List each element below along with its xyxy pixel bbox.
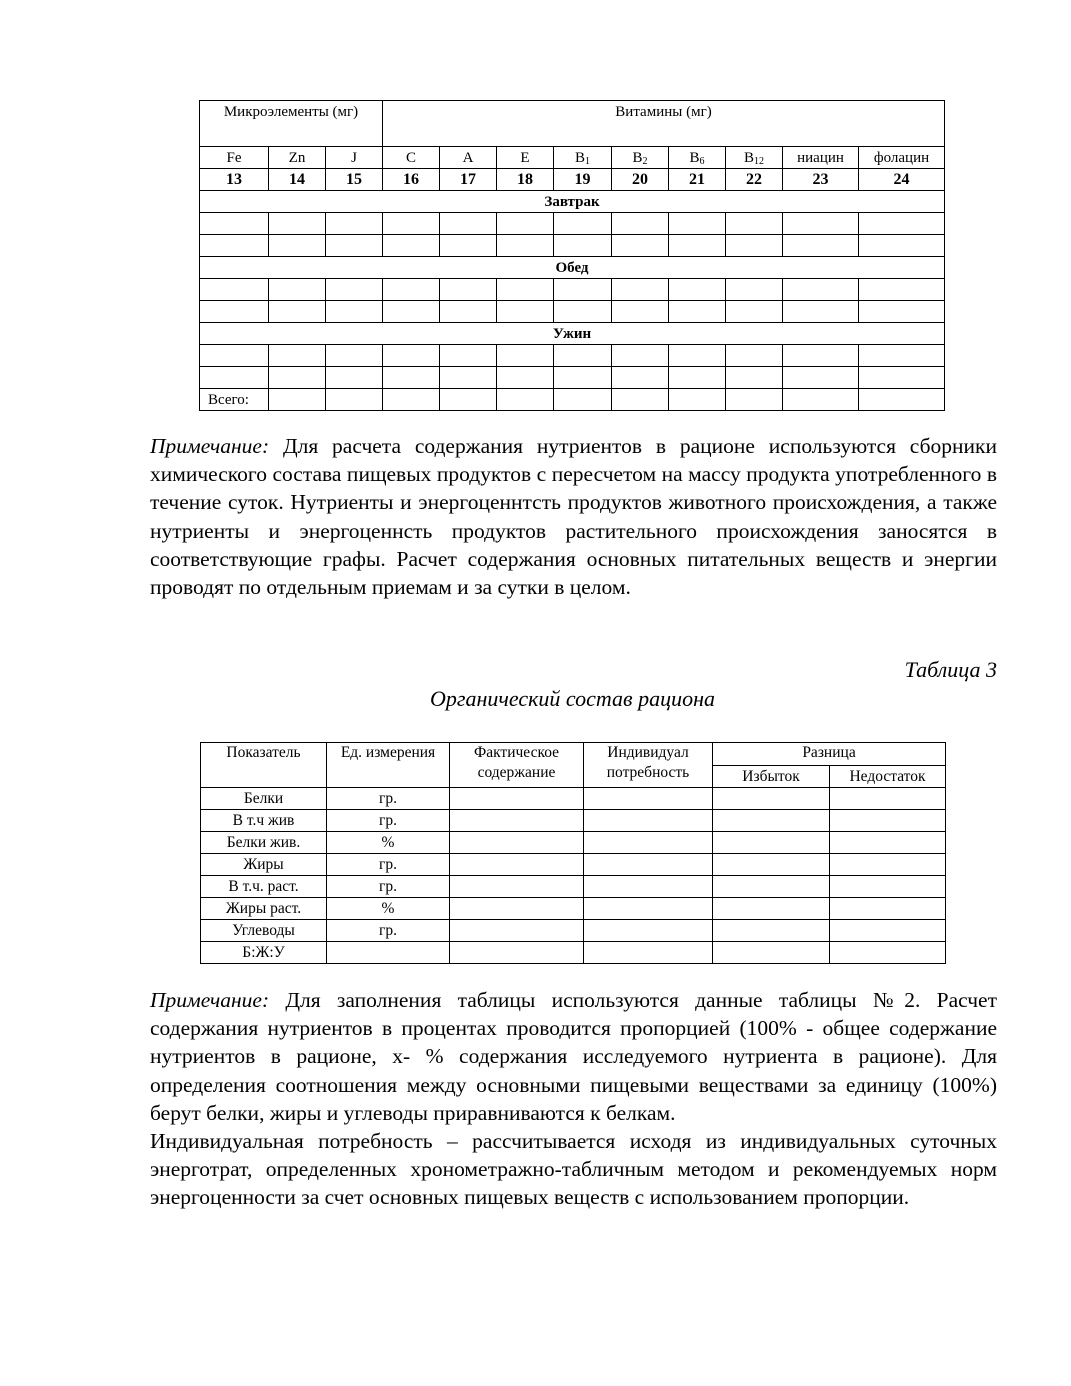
column-header: $B_1$ — [554, 147, 612, 169]
column-number: 20 — [612, 169, 669, 191]
meal-row — [200, 257, 945, 279]
table-cell — [497, 235, 554, 257]
table-cell — [584, 832, 713, 854]
table-cell — [612, 213, 669, 235]
table-cell — [440, 213, 497, 235]
table-row — [200, 389, 945, 411]
meal-label: Обед — [200, 257, 945, 279]
table-cell — [326, 301, 383, 323]
table-cell — [440, 389, 497, 411]
indicator-name: Белки жив. — [201, 832, 327, 854]
table-cell — [269, 301, 326, 323]
column-number: 13 — [200, 169, 269, 191]
table-cell — [830, 810, 946, 832]
table-cell — [612, 389, 669, 411]
table-cell — [450, 876, 584, 898]
indicator-name: Б:Ж:У — [201, 942, 327, 964]
table-cell — [726, 345, 783, 367]
column-number: 23 — [783, 169, 859, 191]
table-cell — [326, 279, 383, 301]
table-cell — [859, 279, 945, 301]
meal-row — [200, 323, 945, 345]
table-cell — [440, 345, 497, 367]
table-cell — [830, 876, 946, 898]
table-cell — [783, 345, 859, 367]
table-row — [201, 788, 946, 810]
note-1 — [150, 432, 997, 601]
table-cell — [450, 788, 584, 810]
column-number: 15 — [326, 169, 383, 191]
table-cell — [713, 810, 830, 832]
table-cell — [612, 301, 669, 323]
indicator-unit: % — [327, 898, 450, 920]
indicator-unit: гр. — [327, 854, 450, 876]
table-cell — [383, 389, 440, 411]
table-cell — [859, 301, 945, 323]
header-excess: Избыток — [713, 766, 830, 788]
table-cell — [269, 213, 326, 235]
indicator-name: Белки — [201, 788, 327, 810]
indicator-name: Углеводы — [201, 920, 327, 942]
column-header: $B_{12}$ — [726, 147, 783, 169]
column-header: Fe — [200, 147, 269, 169]
table-cell — [383, 301, 440, 323]
table-cell — [713, 876, 830, 898]
indicator-unit — [327, 942, 450, 964]
column-header: A — [440, 147, 497, 169]
table-row — [201, 876, 946, 898]
table-cell — [669, 389, 726, 411]
table-cell — [269, 279, 326, 301]
table-cell — [783, 367, 859, 389]
table-cell — [269, 345, 326, 367]
table-cell — [612, 279, 669, 301]
table-cell — [783, 213, 859, 235]
table-cell — [713, 898, 830, 920]
table-cell — [830, 832, 946, 854]
table-cell — [269, 389, 326, 411]
table-cell — [726, 213, 783, 235]
table-cell — [554, 389, 612, 411]
table-cell — [326, 235, 383, 257]
table-cell — [584, 854, 713, 876]
table-cell — [612, 367, 669, 389]
header-difference: Разница — [713, 743, 946, 766]
note-2-label: Примечание: — [150, 988, 270, 1012]
table-cell — [440, 301, 497, 323]
table-row — [200, 301, 945, 323]
table-cell — [450, 898, 584, 920]
table-cell — [326, 367, 383, 389]
header-need: Индивидуал потребность — [584, 743, 713, 788]
note-2-text-2: Индивидуальная потребность – рассчитывается исходя из индивидуальных суточных энерготрат, определенных хронометражно-табличным методом и рекомендуемых норм энергоценности за счет основных пищевых веществ с использованием пропорции. — [150, 1129, 997, 1210]
table-cell — [450, 920, 584, 942]
table-cell — [200, 301, 269, 323]
meal-label: Ужин — [200, 323, 945, 345]
indicator-unit: гр. — [327, 876, 450, 898]
table-cell — [726, 235, 783, 257]
table-cell — [584, 810, 713, 832]
table-cell — [830, 920, 946, 942]
table-cell — [497, 279, 554, 301]
table-cell — [450, 832, 584, 854]
table-cell — [584, 942, 713, 964]
column-number: 16 — [383, 169, 440, 191]
table-cell — [713, 832, 830, 854]
indicator-unit: гр. — [327, 788, 450, 810]
table-cell — [200, 367, 269, 389]
note-1-label: Примечание: — [150, 434, 270, 458]
table-cell — [200, 213, 269, 235]
table-cell — [554, 301, 612, 323]
table-cell — [830, 788, 946, 810]
column-number: 17 — [440, 169, 497, 191]
column-number: 24 — [859, 169, 945, 191]
organic-composition-table — [200, 742, 946, 964]
table-cell — [383, 367, 440, 389]
table-cell — [726, 279, 783, 301]
meal-row — [200, 191, 945, 213]
column-number: 22 — [726, 169, 783, 191]
table-cell — [326, 213, 383, 235]
table-row — [200, 345, 945, 367]
table-cell — [383, 235, 440, 257]
table-cell — [269, 235, 326, 257]
table-cell — [200, 345, 269, 367]
column-number: 18 — [497, 169, 554, 191]
table-cell — [612, 345, 669, 367]
table-cell — [584, 898, 713, 920]
table-cell — [830, 942, 946, 964]
header-actual: Фактическое содержание — [450, 743, 584, 788]
table-cell — [584, 920, 713, 942]
table-cell — [440, 367, 497, 389]
table-cell — [669, 367, 726, 389]
table-cell — [554, 235, 612, 257]
table-cell — [269, 367, 326, 389]
indicator-name: Жиры раст. — [201, 898, 327, 920]
table-cell — [713, 854, 830, 876]
table-cell — [830, 898, 946, 920]
table-cell — [326, 389, 383, 411]
table-cell — [450, 854, 584, 876]
table-cell — [383, 279, 440, 301]
table-cell — [726, 301, 783, 323]
header-microelements: Микроэлементы (мг) — [200, 101, 383, 147]
table-3-label: Таблица 3 — [904, 657, 997, 682]
indicator-name: В т.ч. раст. — [201, 876, 327, 898]
table-row — [200, 213, 945, 235]
table-cell — [326, 345, 383, 367]
table-cell — [783, 389, 859, 411]
table-cell — [726, 389, 783, 411]
indicator-unit: гр. — [327, 810, 450, 832]
table-cell — [859, 213, 945, 235]
column-header: J — [326, 147, 383, 169]
table-3-title: Органический состав рациона — [429, 686, 715, 711]
table-cell — [783, 279, 859, 301]
table-row — [200, 367, 945, 389]
table-row — [201, 854, 946, 876]
table-cell — [669, 345, 726, 367]
header-unit: Ед. измерения — [327, 743, 450, 788]
note-2 — [150, 986, 997, 1212]
table-cell — [554, 213, 612, 235]
table-cell — [669, 279, 726, 301]
table-row — [201, 898, 946, 920]
table-cell — [383, 345, 440, 367]
column-header: $B_6$ — [669, 147, 726, 169]
table-cell — [713, 942, 830, 964]
column-header: ниацин — [783, 147, 859, 169]
table-cell — [554, 345, 612, 367]
table-cell — [783, 235, 859, 257]
table-cell — [859, 367, 945, 389]
table-cell — [859, 389, 945, 411]
column-number: 19 — [554, 169, 612, 191]
table-row — [201, 810, 946, 832]
table-row — [201, 942, 946, 964]
indicator-name: Жиры — [201, 854, 327, 876]
table-cell — [450, 810, 584, 832]
table-row — [200, 279, 945, 301]
table-cell — [497, 345, 554, 367]
table-cell — [383, 213, 440, 235]
table-cell — [554, 367, 612, 389]
column-header: C — [383, 147, 440, 169]
table-cell — [497, 389, 554, 411]
table-cell — [497, 213, 554, 235]
table-row — [201, 920, 946, 942]
header-vitamins: Витамины (мг) — [383, 101, 945, 147]
table-cell — [554, 279, 612, 301]
table-cell — [497, 367, 554, 389]
table-cell — [669, 235, 726, 257]
note-2-text: Для заполнения таблицы используются данные таблицы №2. Расчет содержания нутриентов в процентах проводится пропорцией (100% - общее содержание нутриентов в рационе, х- % содержания исследуемого нутриента в рационе). Для определения соотношения между основными пищевыми веществами за единицу (100%) берут белки, жиры и углеводы приравниваются к белкам. — [150, 988, 997, 1125]
table-cell — [859, 345, 945, 367]
micro-vitamin-table — [199, 100, 945, 411]
indicator-name: В т.ч жив — [201, 810, 327, 832]
table-cell — [200, 235, 269, 257]
column-number: 21 — [669, 169, 726, 191]
column-header: $B_2$ — [612, 147, 669, 169]
note-1-text: Для расчета содержания нутриентов в рационе используются сборники химического состава пищевых продуктов с пересчетом на массу продукта употребленного в течение суток. Нутриенты и энергоценнтсть продуктов животного происхождения, а также нутриенты и энергоценнсть продуктов растительного происхождения заносятся в соответствующие графы. Расчет содержания основных питательных веществ и энергии проводят по отдельным приемам и за сутки в целом. — [150, 434, 997, 600]
table-cell — [450, 942, 584, 964]
table-cell — [584, 788, 713, 810]
header-lack: Недостаток — [830, 766, 946, 788]
table-cell — [440, 235, 497, 257]
header-indicator: Показатель — [201, 743, 327, 788]
table-cell — [612, 235, 669, 257]
table-cell — [669, 301, 726, 323]
indicator-unit: % — [327, 832, 450, 854]
table-cell — [713, 920, 830, 942]
table-cell — [713, 788, 830, 810]
column-header: Zn — [269, 147, 326, 169]
table-cell: Всего: — [200, 389, 269, 411]
table-cell — [783, 301, 859, 323]
table-cell — [584, 876, 713, 898]
table-row — [201, 832, 946, 854]
table-cell — [830, 854, 946, 876]
table-row — [200, 235, 945, 257]
table-cell — [440, 279, 497, 301]
table-cell — [859, 235, 945, 257]
table-cell — [726, 367, 783, 389]
column-header: E — [497, 147, 554, 169]
column-header: фолацин — [859, 147, 945, 169]
table-cell — [200, 279, 269, 301]
indicator-unit: гр. — [327, 920, 450, 942]
table-cell — [669, 213, 726, 235]
column-number: 14 — [269, 169, 326, 191]
meal-label: Завтрак — [200, 191, 945, 213]
table-cell — [497, 301, 554, 323]
